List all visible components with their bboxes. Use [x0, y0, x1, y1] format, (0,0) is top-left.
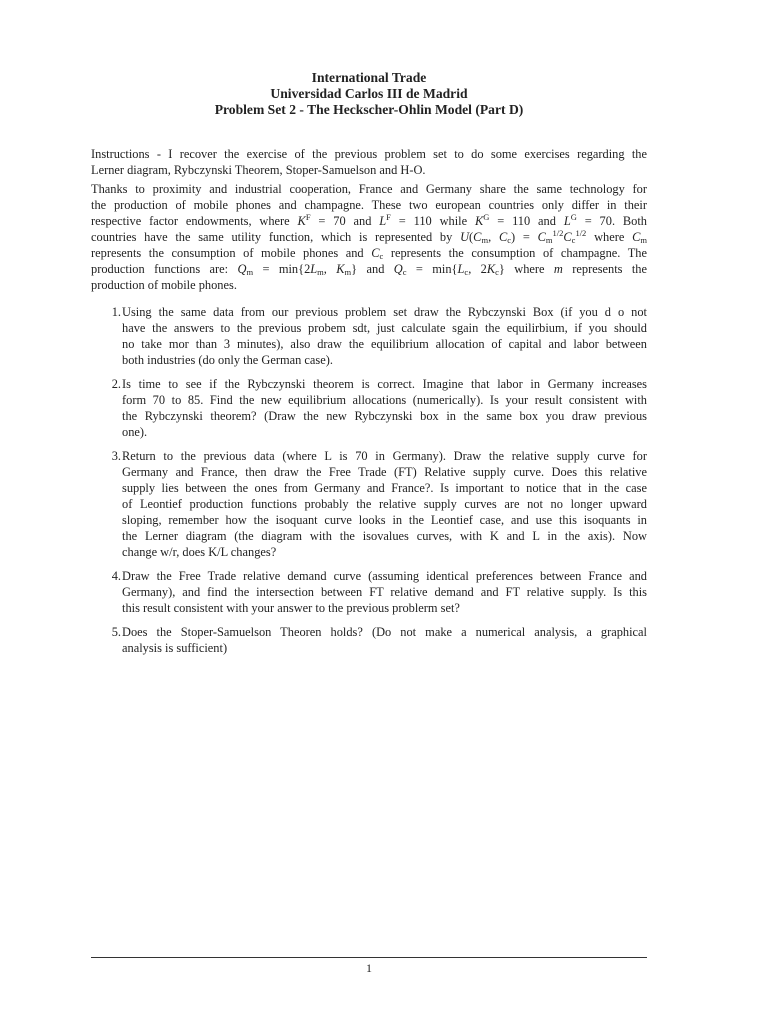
text-line: Lerner diagram, Rybczynski Theorem, Stoper-Samuelson and H-O. [91, 163, 426, 177]
text-line: Draw the Free Trade relative demand curve (assuming identical preferences between France and [122, 569, 647, 583]
text-line: one). [122, 425, 148, 439]
text-line: Germany and France, then draw the Free Trade (FT) Relative supply curve. Does this relative [122, 465, 647, 479]
question-number: 1. [111, 305, 121, 319]
problem-statement-paragraph [91, 181, 647, 293]
footer-rule [91, 957, 647, 958]
text-line: Is time to see if the Rybczynski theorem is correct. Imagine that labor in Germany increases [122, 377, 647, 391]
text-line: Does the Stoper-Samuelson Theoren holds? (Do not make a numerical analysis, a graphical [122, 625, 647, 639]
text-line: supply lies between the ones from Germany and France?. Is important to notice that in the case [122, 481, 647, 495]
text-line: have the answers to the previous probem sdt, just calculate sgain the equilirbium, if you should [122, 321, 647, 335]
problem-set-title: Problem Set 2 - The Heckscher-Ohlin Model (Part D) [214, 102, 524, 117]
production-function-mobile: $Q_m = \min\{2L_m$, $K_m$} [237, 262, 358, 277]
text-line: the production of mobile phones and champagne. These two european countries only differ in their [91, 198, 647, 212]
question-number: 2. [111, 377, 121, 391]
university-name: Universidad Carlos III de Madrid [270, 86, 468, 101]
question-number: 5. [111, 625, 121, 639]
document-page [91, 0, 647, 1024]
text-line: production of mobile phones. [91, 278, 237, 292]
text-line: form 70 to 85. Find the new equilibrium allocations (numerically). Is your result consistent with [122, 393, 647, 407]
course-title: International Trade [311, 70, 427, 85]
document-header [91, 70, 647, 118]
text-line: this result consistent with your answer to the previous problerm set? [122, 601, 460, 615]
text-line: Thanks to proximity and industrial cooperation, France and Germany share the same technology for [91, 182, 647, 196]
page-number: 1 [366, 961, 372, 975]
text-line: change w/r, does K/L changes? [122, 545, 277, 559]
utility-function-formula: $U(C_m$, $C_c) = C_m^{1/2}C_c^{1/2}$ [460, 228, 587, 245]
text-line: production functions are: $Q_m = \min\{2L_m$, $K_m$} and $Q_c = \min\{L_c$, $2K_c$} where m represents the [91, 262, 648, 277]
text-line: represents the consumption of mobile phones and $C_c$ represents the consumption of champagne. The [91, 246, 648, 261]
question-number: 3. [111, 449, 121, 463]
text-line: the Lerner diagram (the diagram with the isovalues curves, with K and L in the axis). Now [122, 529, 647, 543]
text-line: Germany), and find the intersection between FT relative demand and FT relative supply. Is this [122, 585, 647, 599]
text-line: respective factor endowments, where $K^F = 70$ and $L^F = 110$ while $K^G = 110$ and $L^G = 70$. Both [91, 212, 648, 228]
text-line: analysis is sufficient) [122, 641, 228, 655]
text-line: of Leontief production functions probably the relative supply curves are not no longer upward [122, 497, 647, 511]
text-line: countries have the same utility function, which is represented by $U(C_m$, $C_c) = C_m^{1/2}C_c^{1/2}$ where $C_m$ [91, 228, 647, 245]
text-line: Instructions - I recover the exercise of the previous problem set to do some exercises regarding the [91, 147, 647, 161]
text-line: sloping, remember how the isoquant curve looks in the Leontief case, and use this isoquants in [122, 513, 647, 527]
text-line: no take mor than 3 minutes), also draw the equilibrium allocation of capital and labor between [122, 337, 647, 351]
text-line: the Rybczynski theorem? (Draw the new Rybczynski box in the same box you draw previous [122, 409, 647, 423]
question-number: 4. [111, 569, 121, 583]
text-line: both industries (do only the German case). [122, 353, 333, 367]
production-function-champagne: $Q_c = \min\{L_c$, $2K_c$} [393, 262, 505, 277]
instructions-paragraph [91, 146, 647, 178]
text-line: Using the same data from our previous problem set draw the Rybczynski Box (if you d o not [122, 305, 647, 319]
text-line: Return to the previous data (where L is 70 in Germany). Draw the relative supply curve for [122, 449, 647, 463]
